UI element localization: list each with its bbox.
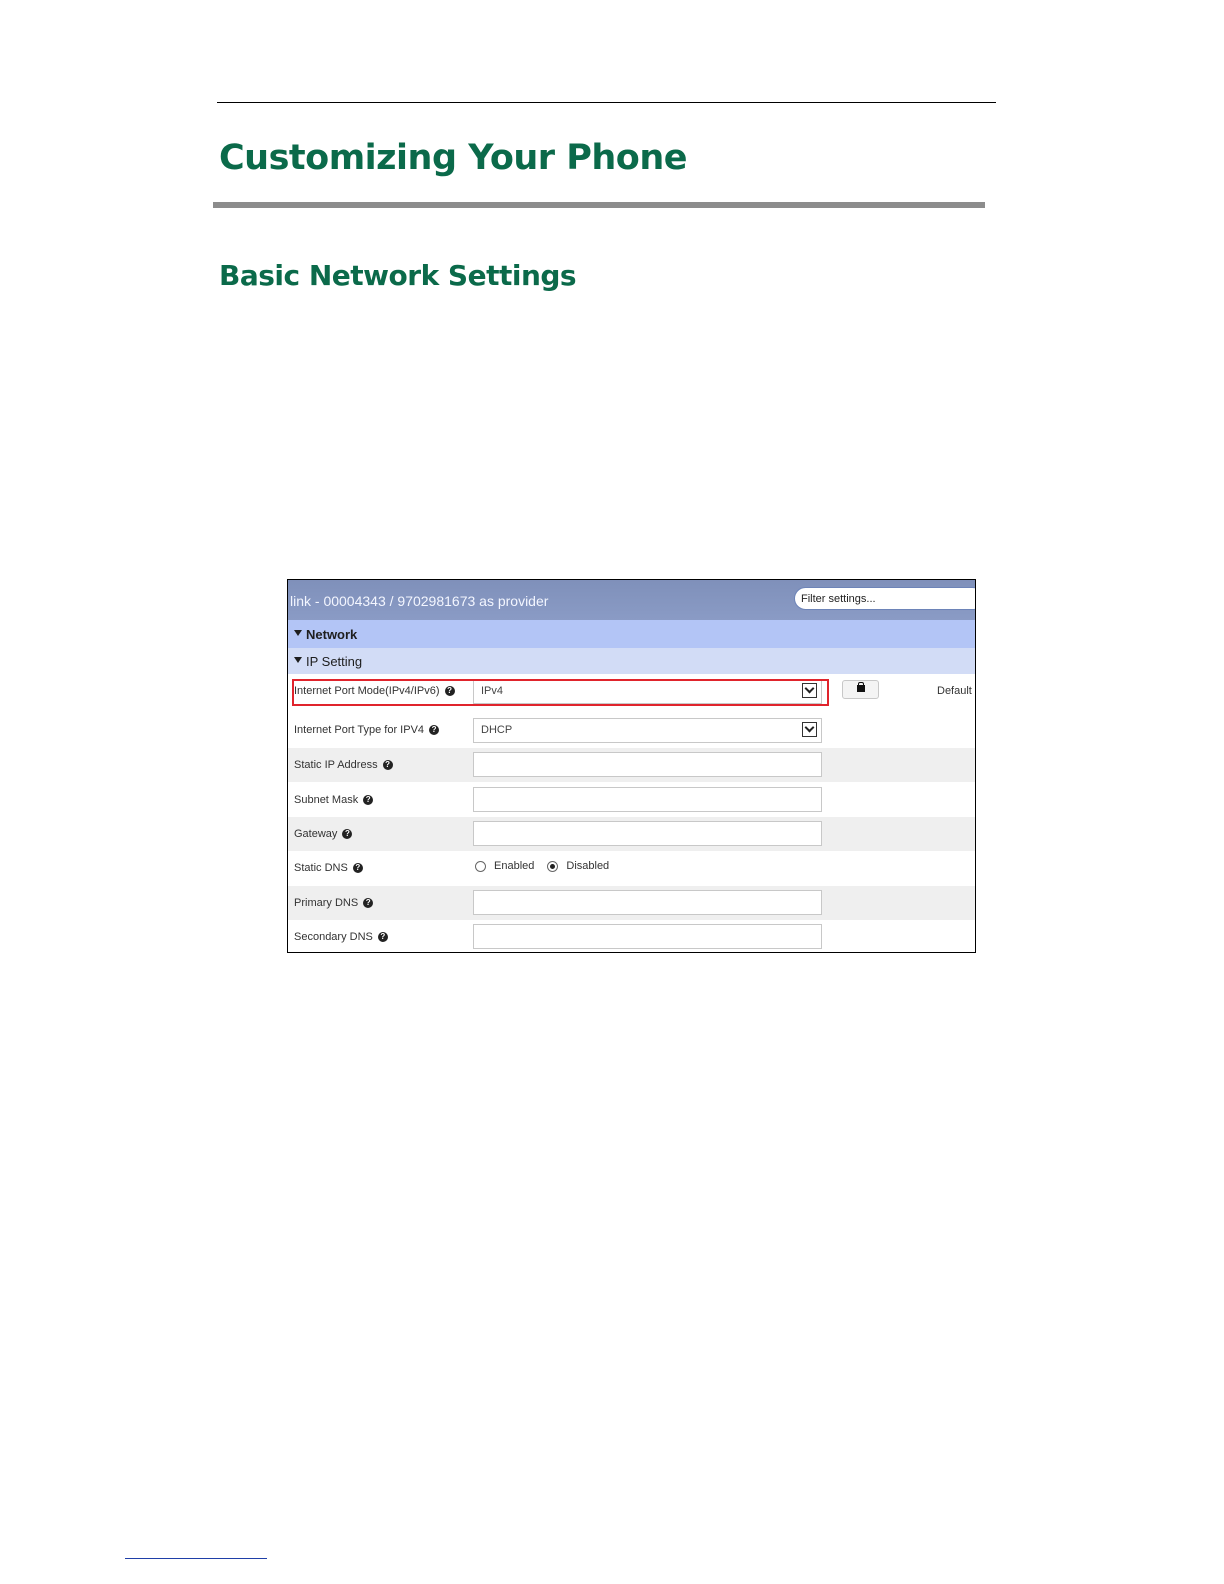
- port-type-select[interactable]: [473, 718, 822, 743]
- chapter-title: Customizing Your Phone: [219, 138, 688, 178]
- static-dns-radio-group: [475, 860, 622, 872]
- gateway-label: [294, 828, 352, 840]
- help-icon[interactable]: ?: [429, 725, 439, 735]
- static-dns-label-text: Static DNS: [294, 862, 348, 874]
- lock-button[interactable]: [842, 680, 879, 699]
- row-static-ip: [288, 748, 975, 782]
- gateway-label-text: Gateway: [294, 828, 338, 840]
- subnet-mask-input[interactable]: [473, 787, 822, 812]
- help-icon[interactable]: ?: [342, 829, 352, 839]
- subgroup-ip-setting[interactable]: [288, 648, 975, 674]
- row-primary-dns: [288, 886, 975, 920]
- gateway-input[interactable]: [473, 821, 822, 846]
- help-icon[interactable]: ?: [445, 686, 455, 696]
- row-secondary-dns: [288, 920, 975, 952]
- chevron-down-icon: [294, 630, 302, 636]
- help-icon[interactable]: ?: [363, 898, 373, 908]
- secondary-dns-label-text: Secondary DNS: [294, 931, 373, 943]
- subnet-mask-label-text: Subnet Mask: [294, 794, 359, 806]
- static-ip-input[interactable]: [473, 752, 822, 777]
- panel-header: [288, 580, 975, 620]
- highlight-box: [292, 679, 829, 706]
- static-dns-enabled-label: Enabled: [494, 860, 535, 872]
- static-dns-disabled-radio[interactable]: [547, 861, 558, 872]
- help-icon[interactable]: ?: [383, 760, 393, 770]
- port-type-value: DHCP: [481, 724, 513, 736]
- secondary-dns-input[interactable]: [473, 924, 822, 949]
- subnet-mask-label: [294, 794, 373, 806]
- primary-dns-label: [294, 897, 373, 909]
- lock-icon: [857, 685, 865, 692]
- primary-dns-input[interactable]: [473, 890, 822, 915]
- dropdown-arrow-icon[interactable]: [802, 722, 817, 737]
- static-dns-label: [294, 862, 363, 874]
- settings-screenshot: [287, 579, 976, 953]
- row-subnet-mask: [288, 782, 975, 817]
- filter-settings-input[interactable]: [794, 587, 976, 610]
- subgroup-ip-setting-label: IP Setting: [306, 654, 363, 669]
- static-ip-label: [294, 759, 393, 771]
- group-network-label: Network: [306, 627, 358, 642]
- secondary-dns-label: [294, 931, 388, 943]
- section-title: Basic Network Settings: [219, 259, 577, 292]
- primary-dns-label-text: Primary DNS: [294, 897, 359, 909]
- footer-link-underline: [125, 1558, 267, 1559]
- help-icon[interactable]: ?: [363, 795, 373, 805]
- static-dns-disabled-label: Disabled: [566, 860, 610, 872]
- chevron-down-icon: [294, 657, 302, 663]
- port-mode-label-text: Internet Port Mode(IPv4/IPv6): [294, 685, 440, 697]
- help-icon[interactable]: ?: [353, 863, 363, 873]
- default-label: Default: [937, 685, 972, 697]
- static-ip-label-text: Static IP Address: [294, 759, 378, 771]
- port-mode-value: IPv4: [481, 685, 504, 697]
- title-rule: [213, 202, 985, 208]
- panel-header-title: link - 00004343 / 9702981673 as provider: [290, 593, 549, 609]
- row-gateway: [288, 817, 975, 851]
- help-icon[interactable]: ?: [378, 932, 388, 942]
- row-port-type: [288, 712, 975, 748]
- row-static-dns: [288, 851, 975, 886]
- group-network[interactable]: [288, 620, 975, 648]
- header-rule: [217, 102, 996, 103]
- port-type-label: [294, 724, 439, 736]
- port-type-label-text: Internet Port Type for IPV4: [294, 724, 425, 736]
- static-dns-enabled-radio[interactable]: [475, 861, 486, 872]
